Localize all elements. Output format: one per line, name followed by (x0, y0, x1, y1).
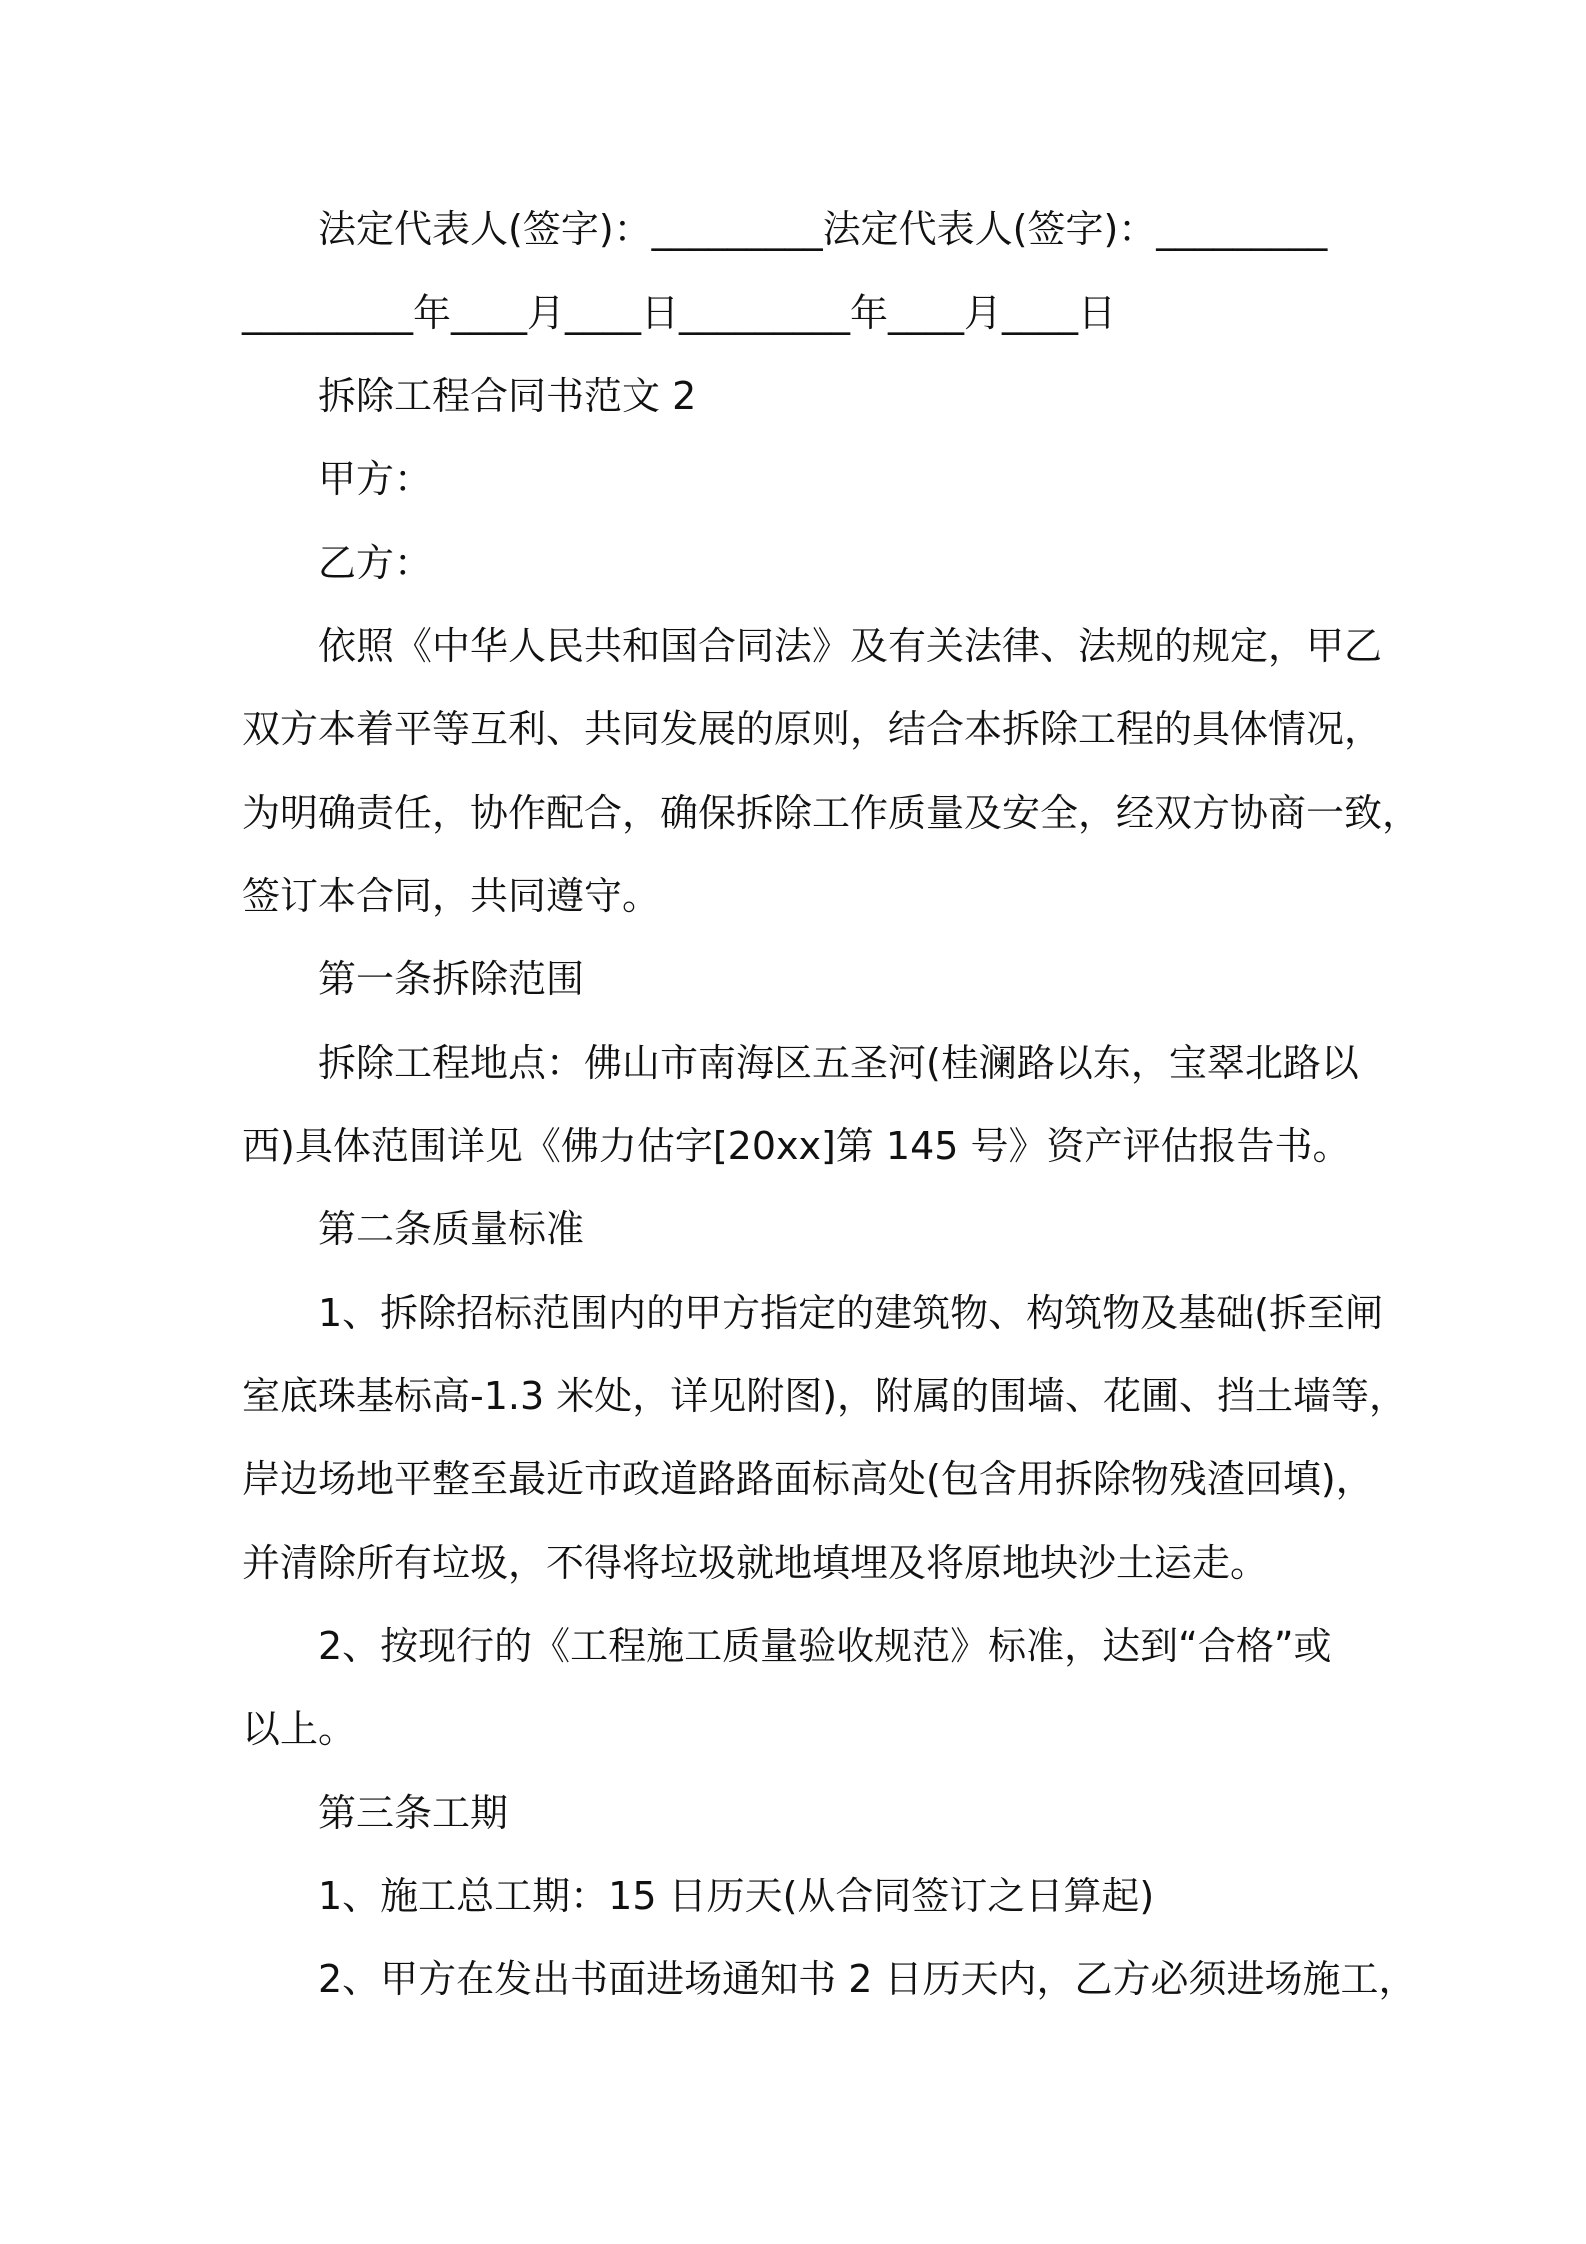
article-2-item-2-line-1: 2、按现行的《工程施工质量验收规范》标准，达到“合格”或 (318, 1624, 1332, 1668)
article-2-item-1-line-3: 岸边场地平整至最近市政道路路面标高处(包含用拆除物残渣回填)， (242, 1457, 1374, 1501)
article-2-item-1-line-1: 1、拆除招标范围内的甲方指定的建筑物、构筑物及基础(拆至闸 (318, 1291, 1384, 1335)
article-1-line-1: 拆除工程地点：佛山市南海区五圣河(桂澜路以东，宝翠北路以 (318, 1041, 1359, 1085)
article-3-item-1: 1、施工总工期：15 日历天(从合同签订之日算起) (318, 1874, 1155, 1918)
article-2-item-2-line-2: 以上。 (242, 1707, 357, 1751)
preamble-line-2: 双方本着平等互利、共同发展的原则，结合本拆除工程的具体情况， (242, 707, 1383, 751)
preamble-line-4: 签订本合同，共同遵守。 (242, 874, 661, 918)
article-2-heading: 第二条质量标准 (318, 1207, 585, 1251)
article-3-heading: 第三条工期 (318, 1791, 509, 1835)
party-b-line: 乙方： (318, 541, 433, 585)
preamble-line-1: 依照《中华人民共和国合同法》及有关法律、法规的规定，甲乙 (318, 624, 1383, 668)
article-2-item-1-line-2: 室底珠基标高-1.3 米处，详见附图)，附属的围墙、花圃、挡土墙等， (242, 1374, 1408, 1418)
signature-line: 法定代表人(签字)：_________法定代表人(签字)：_________ (318, 207, 1328, 251)
article-2-item-1-line-4: 并清除所有垃圾，不得将垃圾就地填埋及将原地块沙土运走。 (242, 1541, 1269, 1585)
document-title: 拆除工程合同书范文 2 (318, 374, 697, 418)
article-3-item-2: 2、甲方在发出书面进场通知书 2 日历天内，乙方必须进场施工， (318, 1957, 1417, 2001)
preamble-line-3: 为明确责任，协作配合，确保拆除工作质量及安全，经双方协商一致， (242, 791, 1421, 835)
party-a-line: 甲方： (318, 457, 433, 501)
article-1-heading: 第一条拆除范围 (318, 957, 585, 1001)
date-line: _________年____月____日_________年____月____日 (242, 291, 1117, 335)
article-1-line-2: 西)具体范围详见《佛力估字[20xx]第 145 号》资产评估报告书。 (242, 1124, 1351, 1168)
